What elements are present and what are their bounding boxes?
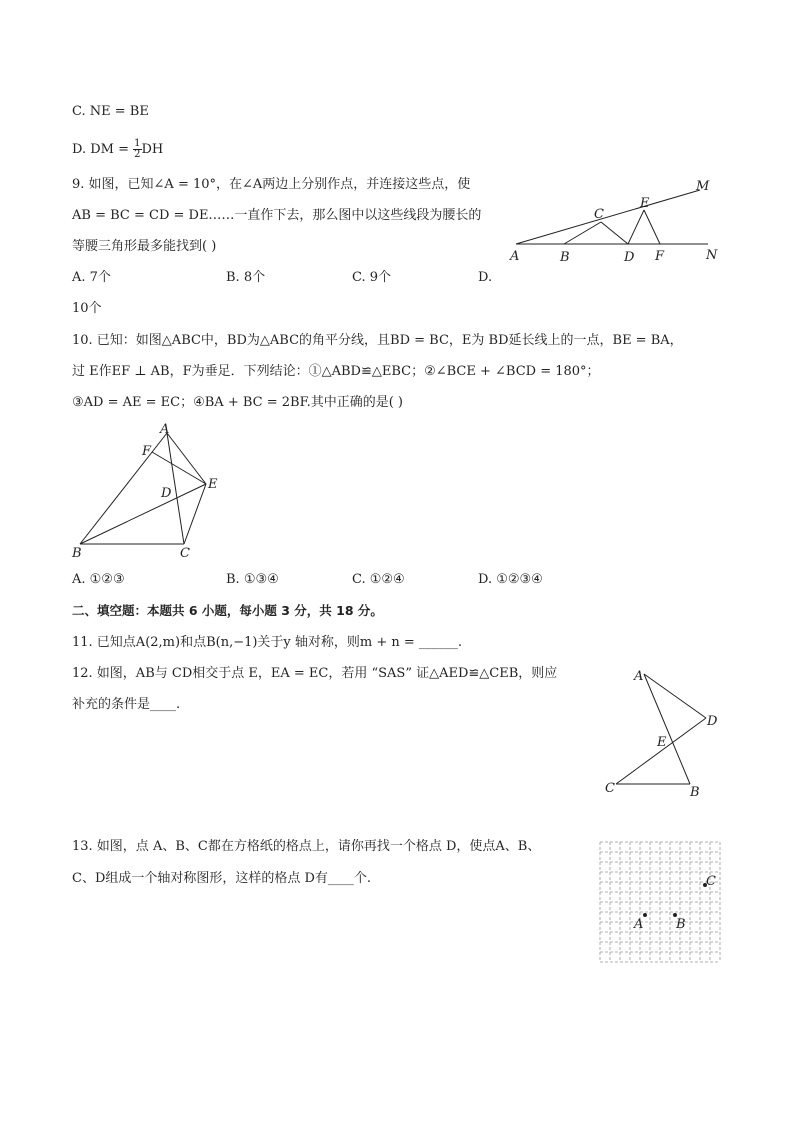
q9-option-a: A. 7个: [72, 270, 111, 285]
q12-line2: 补充的条件是____.: [72, 697, 181, 712]
q12-figure: [596, 662, 726, 802]
q9-seg-de: [628, 210, 644, 244]
q12-label-d: D: [707, 714, 718, 729]
q10-option-c: C. ①②④: [352, 572, 405, 587]
q9-option-d: D.: [478, 270, 493, 285]
q9-option-d-cont: 10个: [72, 301, 102, 316]
q13-point-a: [643, 913, 647, 917]
section-heading-fill-in: 二、填空题：本题共 6 小题，每小题 3 分，共 18 分。: [72, 603, 383, 618]
q13-line2: C、D组成一个轴对称图形，这样的格点 D有____个.: [72, 871, 372, 886]
q9-label-m: M: [696, 179, 710, 194]
q9-seg-bc: [564, 222, 601, 244]
q9-label-f: F: [655, 249, 665, 264]
q13-label-b: B: [676, 917, 686, 932]
q10-label-c: C: [180, 546, 190, 561]
q10-label-e: E: [208, 477, 218, 492]
q10-seg-fe: [152, 452, 206, 484]
grid-lines: [600, 842, 720, 962]
q9-figure: [500, 172, 740, 268]
q10-label-b: B: [72, 546, 82, 561]
q9-label-n: N: [706, 248, 718, 263]
q10-label-f: F: [142, 444, 152, 459]
q12-line1: 12. 如图，AB与 CD相交于点 E，EA = EC，若用 “SAS” 证△AED≌△CEB，则应: [72, 666, 558, 681]
q8-option-d-suffix: DH: [141, 142, 164, 157]
q10-option-b: B. ①③④: [226, 572, 279, 587]
q13-label-a: A: [634, 917, 644, 932]
q12-label-b: B: [690, 785, 700, 800]
q9-line2: AB = BC = CD = DE……一直作下去，那么图中以这些线段为腰长的: [72, 208, 482, 223]
q8-option-d-prefix: D. DM =: [72, 142, 134, 157]
q13-label-c: C: [706, 874, 716, 889]
q10-line2: 过 E作EF ⊥ AB，F为垂足．下列结论：①△ABD≌△EBC；②∠BCE + ∠BCD = 180°；: [72, 364, 600, 379]
q9-label-c: C: [594, 207, 604, 222]
q12-label-a: A: [634, 669, 644, 684]
q12-seg-cd: [616, 718, 706, 784]
q10-label-a: A: [160, 422, 170, 437]
q10-line3: ③AD = AE = EC；④BA + BC = 2BF.其中正确的是( ): [72, 395, 403, 410]
q9-label-b: B: [560, 250, 570, 265]
q9-line1: 9. 如图，已知∠A = 10°，在∠A两边上分别作点，并连接这些点，使: [72, 177, 471, 192]
q9-ray-am: [516, 190, 700, 244]
q10-option-a: A. ①②③: [72, 572, 125, 587]
q9-option-b: B. 8个: [226, 270, 266, 285]
q8-option-c: C. NE = BE: [72, 104, 149, 119]
q9-seg-ef: [644, 210, 660, 244]
q13-line1: 13. 如图，点 A、B、C都在方格纸的格点上，请你再找一个格点 D，使点A、B、: [72, 839, 541, 854]
q10-seg-ba: [80, 433, 167, 544]
q13-grid-figure: [596, 838, 722, 964]
q9-label-d: D: [624, 250, 635, 265]
q9-line3: 等腰三角形最多能找到( ): [72, 239, 217, 254]
q10-seg-ae: [167, 433, 206, 484]
q10-figure: [66, 420, 226, 566]
q9-label-a: A: [510, 249, 520, 264]
q12-label-e: E: [657, 735, 667, 750]
fraction-one-half: $\frac{1}{2}$: [134, 138, 141, 160]
q10-label-d: D: [161, 486, 172, 501]
q12-label-c: C: [605, 781, 615, 796]
q10-line1: 10. 已知：如图△ABC中，BD为△ABC的角平分线，且BD = BC，E为 BD延长线上的一点，BE = BA，: [72, 333, 683, 348]
q9-seg-cd: [601, 222, 628, 244]
q9-label-e: E: [640, 196, 650, 211]
q11-text: 11. 已知点A(2,m)和点B(n,−1)关于y 轴对称，则m + n = ______.: [72, 635, 463, 650]
q9-option-c: C. 9个: [352, 270, 392, 285]
q8-option-d: [72, 139, 163, 160]
q10-option-d: D. ①②③④: [478, 572, 543, 587]
